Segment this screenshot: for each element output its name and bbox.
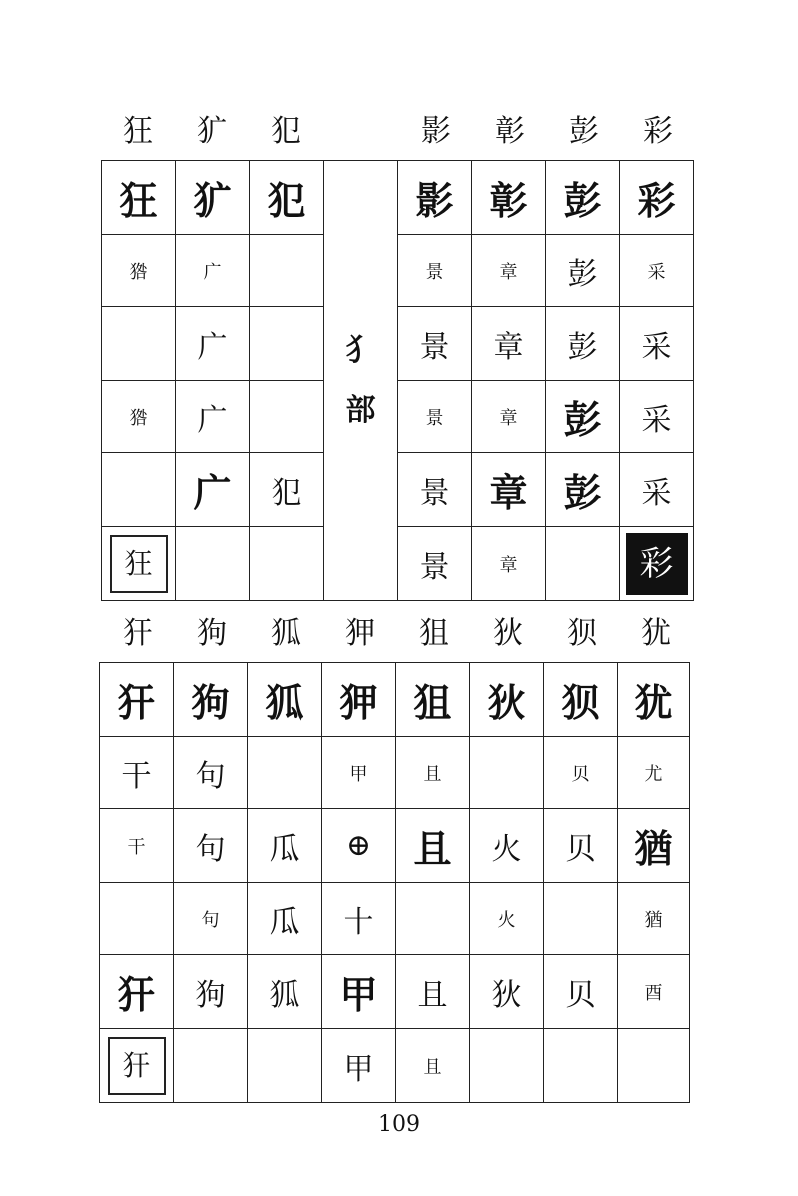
seal-glyph: 景 bbox=[425, 261, 444, 283]
seal-glyph: 猶 bbox=[634, 826, 673, 871]
glyph-cell bbox=[250, 235, 324, 307]
glyph-cell bbox=[176, 161, 250, 235]
glyph-cell bbox=[102, 307, 176, 381]
glyph-cell bbox=[102, 161, 176, 235]
glyph-cell bbox=[618, 883, 690, 955]
glyph-cell bbox=[618, 955, 690, 1029]
glyph-cell bbox=[248, 663, 322, 737]
glyph-cell bbox=[102, 381, 176, 453]
seal-glyph: 干 bbox=[121, 758, 152, 794]
seal-glyph: 景 bbox=[425, 407, 444, 429]
glyph-cell bbox=[396, 737, 470, 809]
glyph-cell bbox=[174, 809, 248, 883]
header-char-5: 彰 bbox=[495, 114, 525, 149]
header-char-3: 犯 bbox=[271, 114, 301, 149]
seal-glyph: 酉 bbox=[644, 982, 663, 1004]
glyph-cell bbox=[176, 453, 250, 527]
glyph-cell bbox=[102, 453, 176, 527]
glyph-cell bbox=[100, 809, 174, 883]
glyph-cell bbox=[174, 883, 248, 955]
header-char-2: 犷 bbox=[197, 114, 227, 149]
seal-glyph: 章 bbox=[499, 407, 518, 429]
header-char-8: 犴 bbox=[123, 616, 153, 651]
seal-glyph: 狄 bbox=[491, 977, 522, 1013]
seal-glyph: 句 bbox=[201, 909, 220, 931]
glyph-cell bbox=[176, 527, 250, 601]
glyph-table-1 bbox=[101, 160, 694, 601]
glyph-cell bbox=[100, 1029, 174, 1103]
seal-glyph: 㹾 bbox=[129, 407, 148, 429]
seal-glyph: 瓜 bbox=[269, 831, 300, 867]
seal-stamp: 彩 bbox=[626, 533, 688, 595]
header-char-10: 狐 bbox=[271, 616, 301, 651]
seal-glyph: 甲 bbox=[349, 763, 368, 785]
glyph-cell bbox=[248, 883, 322, 955]
glyph-cell bbox=[618, 809, 690, 883]
glyph-cell bbox=[546, 453, 620, 527]
glyph-cell bbox=[174, 1029, 248, 1103]
glyph-cell bbox=[544, 883, 618, 955]
glyph-cell bbox=[102, 235, 176, 307]
glyph-cell bbox=[176, 381, 250, 453]
seal-glyph: 彰 bbox=[489, 178, 528, 223]
header-char-7: 彩 bbox=[643, 114, 673, 149]
seal-glyph: 猶 bbox=[644, 909, 663, 931]
radical-char: 犭 bbox=[345, 332, 376, 368]
glyph-cell bbox=[396, 663, 470, 737]
seal-glyph: 火 bbox=[497, 909, 516, 931]
glyph-cell bbox=[250, 161, 324, 235]
seal-glyph: 贝 bbox=[565, 831, 596, 867]
glyph-cell bbox=[620, 235, 694, 307]
glyph-cell bbox=[100, 737, 174, 809]
glyph-cell bbox=[618, 1029, 690, 1103]
seal-glyph: 彭 bbox=[563, 470, 602, 515]
page-number: 109 bbox=[378, 1112, 420, 1137]
glyph-cell bbox=[470, 663, 544, 737]
seal-glyph: 狎 bbox=[339, 680, 378, 725]
glyph-cell bbox=[472, 307, 546, 381]
seal-glyph: 犯 bbox=[267, 178, 306, 223]
seal-glyph: 火 bbox=[491, 831, 522, 867]
glyph-cell bbox=[620, 527, 694, 601]
seal-glyph: 狂 bbox=[119, 178, 158, 223]
seal-glyph: 犯 bbox=[271, 475, 302, 511]
glyph-cell bbox=[546, 307, 620, 381]
seal-glyph: 景 bbox=[419, 475, 450, 511]
header-char-11: 狎 bbox=[345, 616, 375, 651]
glyph-cell bbox=[248, 955, 322, 1029]
seal-glyph: 彭 bbox=[563, 397, 602, 442]
glyph-cell bbox=[174, 955, 248, 1029]
seal-glyph: 广 bbox=[203, 261, 222, 283]
seal-glyph: 尤 bbox=[644, 763, 663, 785]
glyph-cell bbox=[544, 737, 618, 809]
glyph-cell bbox=[472, 381, 546, 453]
glyph-cell bbox=[470, 955, 544, 1029]
glyph-cell bbox=[546, 161, 620, 235]
glyph-cell bbox=[470, 883, 544, 955]
glyph-cell bbox=[544, 1029, 618, 1103]
header-char-13: 狄 bbox=[493, 616, 523, 651]
glyph-cell bbox=[396, 1029, 470, 1103]
glyph-cell bbox=[470, 809, 544, 883]
seal-glyph: 犴 bbox=[117, 680, 156, 725]
seal-glyph: 彭 bbox=[567, 329, 598, 365]
seal-glyph: 广 bbox=[193, 470, 232, 515]
glyph-cell bbox=[472, 527, 546, 601]
glyph-table-2 bbox=[99, 662, 690, 1103]
glyph-cell bbox=[250, 453, 324, 527]
seal-glyph: 章 bbox=[499, 554, 518, 576]
glyph-cell bbox=[102, 527, 176, 601]
glyph-cell bbox=[396, 883, 470, 955]
seal-glyph: 句 bbox=[195, 758, 226, 794]
seal-stamp: 狂 bbox=[110, 535, 168, 593]
glyph-cell bbox=[618, 663, 690, 737]
glyph-cell bbox=[248, 1029, 322, 1103]
radical-label: 部 bbox=[345, 392, 376, 428]
header-char-15: 犹 bbox=[641, 616, 671, 651]
glyph-cell bbox=[470, 737, 544, 809]
header-char-4: 影 bbox=[421, 114, 451, 149]
glyph-cell bbox=[396, 809, 470, 883]
seal-glyph: 采 bbox=[647, 261, 666, 283]
header-char-1: 狂 bbox=[123, 114, 153, 149]
seal-glyph: 采 bbox=[641, 402, 672, 438]
seal-glyph: 影 bbox=[415, 178, 454, 223]
seal-glyph: 景 bbox=[419, 549, 450, 585]
glyph-cell bbox=[174, 737, 248, 809]
seal-glyph: 狗 bbox=[195, 977, 226, 1013]
glyph-cell bbox=[472, 453, 546, 527]
glyph-cell bbox=[322, 663, 396, 737]
seal-glyph: 彭 bbox=[567, 256, 598, 292]
glyph-cell bbox=[322, 737, 396, 809]
glyph-cell bbox=[100, 955, 174, 1029]
header-char-14: 狈 bbox=[567, 616, 597, 651]
glyph-cell bbox=[100, 883, 174, 955]
seal-glyph: 且 bbox=[413, 826, 452, 871]
glyph-cell bbox=[546, 527, 620, 601]
seal-glyph: 彩 bbox=[637, 178, 676, 223]
header-char-6: 彭 bbox=[569, 114, 599, 149]
seal-glyph: 犹 bbox=[634, 680, 673, 725]
header-char-9: 狗 bbox=[197, 616, 227, 651]
header-char-12: 狙 bbox=[419, 616, 449, 651]
glyph-cell bbox=[248, 737, 322, 809]
seal-glyph: 十 bbox=[343, 904, 374, 940]
seal-glyph: 干 bbox=[127, 836, 146, 858]
glyph-cell bbox=[618, 737, 690, 809]
glyph-cell bbox=[322, 883, 396, 955]
seal-glyph: 狗 bbox=[191, 680, 230, 725]
glyph-cell bbox=[322, 809, 396, 883]
seal-glyph: 甲 bbox=[339, 972, 378, 1017]
glyph-cell bbox=[620, 307, 694, 381]
glyph-cell bbox=[546, 381, 620, 453]
glyph-cell bbox=[248, 809, 322, 883]
glyph-cell bbox=[174, 663, 248, 737]
seal-glyph: 章 bbox=[493, 329, 524, 365]
glyph-cell bbox=[398, 307, 472, 381]
glyph-cell bbox=[470, 1029, 544, 1103]
seal-glyph: 章 bbox=[499, 261, 518, 283]
glyph-cell bbox=[472, 235, 546, 307]
glyph-cell bbox=[398, 527, 472, 601]
radical-column bbox=[324, 161, 398, 601]
seal-glyph: 景 bbox=[419, 329, 450, 365]
glyph-cell bbox=[398, 161, 472, 235]
glyph-cell bbox=[620, 453, 694, 527]
seal-glyph: 且 bbox=[417, 977, 448, 1013]
glyph-cell bbox=[544, 663, 618, 737]
seal-glyph: 狐 bbox=[269, 977, 300, 1013]
glyph-cell bbox=[398, 453, 472, 527]
seal-glyph: 彭 bbox=[563, 178, 602, 223]
seal-glyph: 采 bbox=[641, 475, 672, 511]
seal-glyph: 瓜 bbox=[269, 904, 300, 940]
glyph-cell bbox=[472, 161, 546, 235]
glyph-cell bbox=[176, 307, 250, 381]
glyph-cell bbox=[322, 1029, 396, 1103]
glyph-cell bbox=[544, 809, 618, 883]
glyph-cell bbox=[398, 235, 472, 307]
seal-glyph: 广 bbox=[197, 402, 228, 438]
seal-glyph: 狐 bbox=[265, 680, 304, 725]
seal-glyph: 广 bbox=[197, 329, 228, 365]
glyph-cell bbox=[100, 663, 174, 737]
seal-glyph: 犷 bbox=[193, 178, 232, 223]
glyph-cell bbox=[322, 955, 396, 1029]
glyph-cell bbox=[544, 955, 618, 1029]
seal-glyph: 狙 bbox=[413, 680, 452, 725]
seal-glyph: 甲 bbox=[343, 1051, 374, 1087]
seal-glyph: 贝 bbox=[565, 977, 596, 1013]
glyph-cell bbox=[620, 161, 694, 235]
seal-glyph: 犴 bbox=[117, 972, 156, 1017]
glyph-cell bbox=[396, 955, 470, 1029]
seal-glyph: 且 bbox=[423, 1056, 442, 1078]
seal-glyph: 章 bbox=[489, 470, 528, 515]
glyph-cell bbox=[398, 381, 472, 453]
seal-glyph: 狈 bbox=[561, 680, 600, 725]
seal-glyph: 狄 bbox=[487, 680, 526, 725]
seal-glyph: 句 bbox=[195, 831, 226, 867]
glyph-cell bbox=[176, 235, 250, 307]
glyph-cell bbox=[250, 381, 324, 453]
seal-glyph: 且 bbox=[423, 763, 442, 785]
seal-glyph: 采 bbox=[641, 329, 672, 365]
seal-glyph: 贝 bbox=[571, 763, 590, 785]
glyph-cell bbox=[250, 307, 324, 381]
glyph-cell bbox=[620, 381, 694, 453]
glyph-cell bbox=[250, 527, 324, 601]
seal-stamp: 犴 bbox=[108, 1037, 166, 1095]
glyph-cell bbox=[546, 235, 620, 307]
seal-glyph: ⊕ bbox=[345, 828, 372, 863]
seal-glyph: 㹾 bbox=[129, 261, 148, 283]
